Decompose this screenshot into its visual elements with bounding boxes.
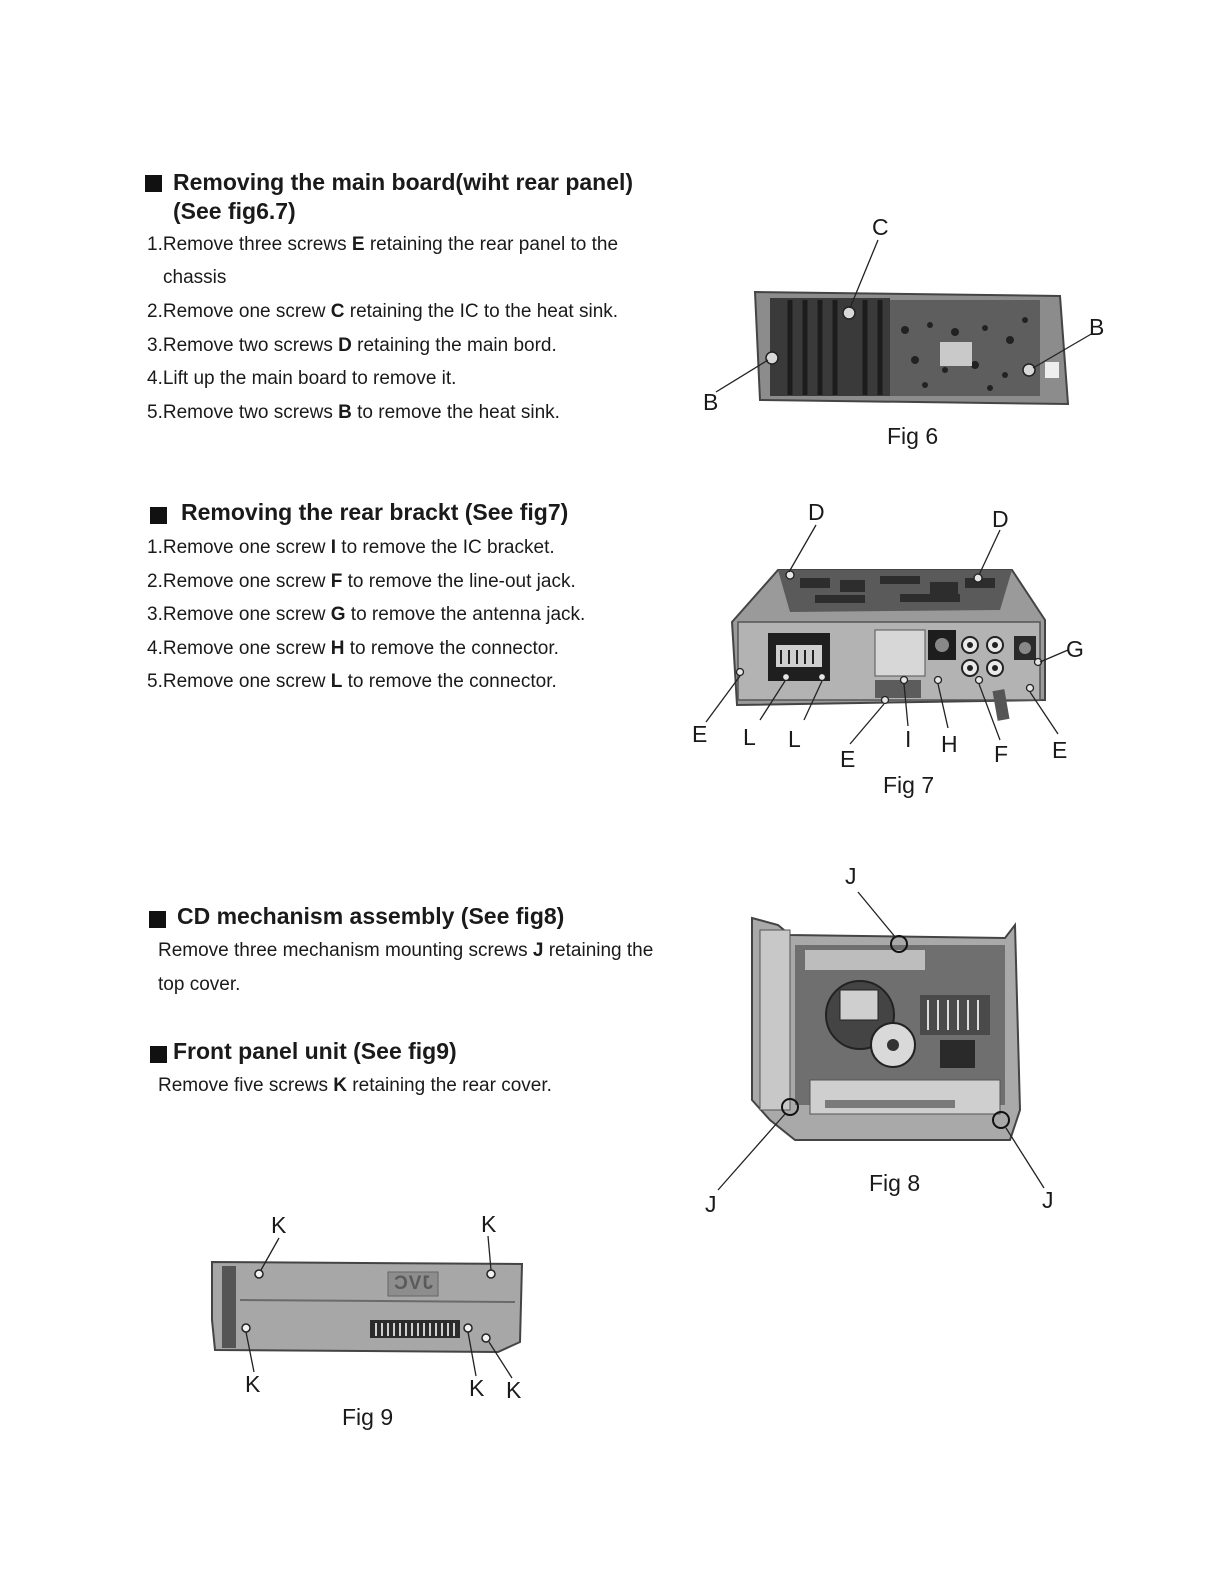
callout-label: K [245,1371,261,1397]
figure-caption: Fig 6 [887,423,939,449]
callout-label: D [808,499,825,525]
step-line: 3.Remove one screw G to remove the antenna jack. [147,604,586,625]
callout-label: B [703,389,719,415]
section-title: Removing the rear brackt (See fig7) [181,499,569,525]
jvc-logo: JVC [393,1273,433,1294]
step-line: 2.Remove one screw F to remove the line-out jack. [147,571,576,592]
callout-label: F [994,741,1009,767]
callout-label: K [506,1377,522,1403]
section-title: CD mechanism assembly (See fig8) [177,903,565,929]
step-line: 1.Remove three screws E retaining the rear panel to the [147,234,619,255]
callout-label: J [1042,1187,1054,1213]
step-line: 3.Remove two screws D retaining the main bord. [147,335,557,356]
step-line: 2.Remove one screw C retaining the IC to the heat sink. [147,301,619,322]
callout-label: H [941,731,958,757]
callout-label: E [1052,737,1068,763]
step-line: 4.Remove one screw H to remove the connector. [147,638,559,659]
figure-caption: Fig 9 [342,1404,394,1430]
step-line: 5.Remove one screw L to remove the connector. [147,671,557,692]
callout-label: K [469,1375,485,1401]
callout-label: B [1089,314,1105,340]
step-line: chassis [163,267,227,288]
callout-label: J [705,1191,717,1217]
callout-label: G [1066,636,1084,662]
callout-label: D [992,506,1009,532]
callout-label: C [872,214,889,240]
section-title: Removing the main board(wiht rear panel) [173,169,634,195]
step-line: 5.Remove two screws B to remove the heat sink. [147,402,560,423]
callout-label: E [840,746,856,772]
figure-caption: Fig 8 [869,1170,921,1196]
callout-label: J [845,863,857,889]
step-line: 1.Remove one screw I to remove the IC bracket. [147,537,555,558]
callout-label: E [692,721,708,747]
section-subtitle: (See fig6.7) [173,198,296,224]
callout-label: L [788,726,801,752]
callout-label: L [743,724,756,750]
callout-label: K [481,1211,497,1237]
step-line: 4.Lift up the main board to remove it. [147,368,457,389]
callout-label: K [271,1212,287,1238]
figure-caption: Fig 7 [883,772,935,798]
step-line: top cover. [158,974,241,995]
section-title: Front panel unit (See fig9) [173,1038,457,1064]
callout-label: I [905,726,912,752]
step-line: Remove three mechanism mounting screws J retaining the [158,940,654,961]
step-line: Remove five screws K retaining the rear cover. [158,1075,552,1096]
